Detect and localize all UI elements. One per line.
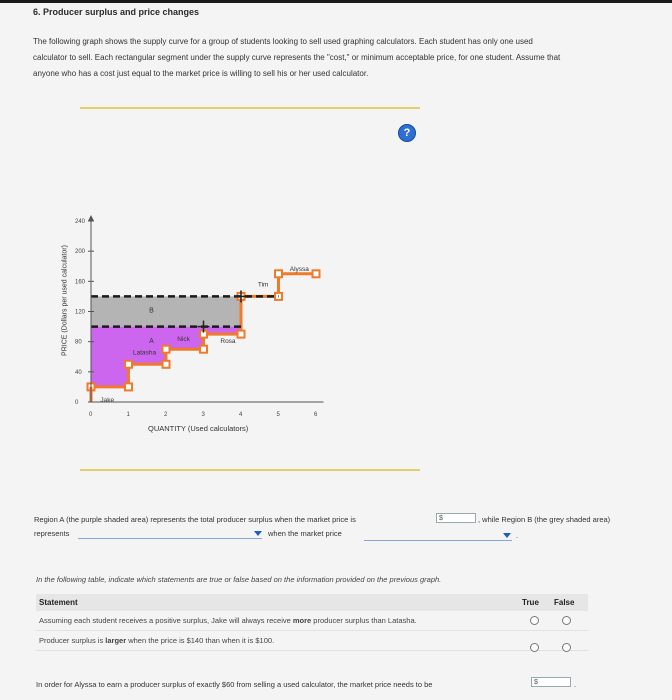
sentence1-end: . xyxy=(516,531,519,540)
table-instructions: In the following table, indicate which statements are true or false based on the information provided on the previous graph. xyxy=(36,575,442,584)
statements-table xyxy=(36,594,588,651)
table-header xyxy=(36,594,588,611)
final-question: In order for Alyssa to earn a producer surplus of exactly $60 from selling a used calculator, the market price needs to be xyxy=(36,680,433,689)
x-tick-label: 4 xyxy=(239,412,243,418)
true-radio-2[interactable] xyxy=(530,643,539,652)
y-axis-label: PRICE (Dollars per used calculator) xyxy=(61,245,69,356)
region-b-dropdown[interactable] xyxy=(78,530,262,539)
y-tick-label: 240 xyxy=(75,219,86,225)
statement-1: Assuming each student receives a positive surplus, Jake will always receive more producer surplus than Latasha. xyxy=(39,616,417,625)
sentence1-part1: Region A (the purple shaded area) represents the total producer surplus when the market price is xyxy=(34,515,356,524)
student-label: Nick xyxy=(177,336,190,344)
sentence1-part3: represents xyxy=(34,529,70,538)
intro-line-1: The following graph shows the supply curve for a group of students looking to sell used graphing calculators. Each student has only one used xyxy=(33,37,533,46)
region-a-segment xyxy=(129,327,167,365)
price-input-2[interactable]: $ xyxy=(531,677,571,687)
region-b-area xyxy=(91,296,241,326)
student-label: Tim xyxy=(257,281,269,289)
statement-2: Producer surplus is larger when the price is $140 than when it is $100. xyxy=(39,636,275,645)
y-tick-label: 40 xyxy=(75,369,82,376)
price-input-1[interactable]: $ xyxy=(436,513,476,523)
supply-point xyxy=(125,383,132,390)
header-statement: Statement xyxy=(39,598,78,607)
chevron-down-icon[interactable] xyxy=(254,531,262,536)
x-tick-label: 6 xyxy=(314,412,318,418)
intro-line-3: anyone who has a cost just equal to the market price is willing to sell his or her used calculator. xyxy=(33,69,369,78)
student-label: Rosa xyxy=(220,338,236,346)
intro-line-2: calculator to sell. Each rectangular segment under the supply curve represents the "cost," or minimum acceptable price, for one student. Assume that xyxy=(33,53,561,62)
supply-point xyxy=(275,270,282,277)
sentence1-part4: when the market price xyxy=(268,529,342,538)
market-price-dropdown[interactable] xyxy=(364,532,512,541)
y-tick-label: 200 xyxy=(75,249,86,256)
supply-point xyxy=(238,331,245,338)
y-axis-arrow xyxy=(88,215,94,221)
supply-point xyxy=(125,361,132,368)
x-tick-label: 1 xyxy=(126,412,130,418)
student-label: Jake xyxy=(100,396,115,404)
supply-point xyxy=(163,361,170,368)
x-tick-label: 2 xyxy=(164,412,168,418)
supply-point xyxy=(313,270,320,277)
y-tick-label: 0 xyxy=(75,400,79,406)
true-radio-1[interactable] xyxy=(530,616,539,625)
header-false: False xyxy=(554,598,575,607)
chevron-down-icon[interactable] xyxy=(503,533,511,538)
false-radio-1[interactable] xyxy=(562,616,571,625)
y-tick-label: 120 xyxy=(75,309,86,316)
student-label: Latasha xyxy=(133,349,157,357)
x-axis-label: QUANTITY (Used calculators) xyxy=(148,424,249,433)
final-end: . xyxy=(574,680,577,689)
x-tick-label: 5 xyxy=(276,412,280,418)
supply-point xyxy=(163,346,170,353)
region-b-label: B xyxy=(149,307,154,315)
header-true: True xyxy=(522,598,539,607)
x-tick-label: 3 xyxy=(201,412,205,418)
sentence1-part2: , while Region B (the grey shaded area) xyxy=(478,515,611,524)
help-button[interactable]: ? xyxy=(398,124,416,142)
y-tick-label: 160 xyxy=(75,279,86,286)
table-row xyxy=(36,611,588,631)
y-tick-label: 80 xyxy=(75,339,82,346)
student-label: Alyssa xyxy=(289,265,309,273)
question-title: 6. Producer surplus and price changes xyxy=(33,7,200,17)
x-tick-label: 0 xyxy=(89,412,93,418)
supply-point xyxy=(200,346,207,353)
table-row xyxy=(36,631,588,651)
region-a-label: A xyxy=(149,338,154,346)
false-radio-2[interactable] xyxy=(562,643,571,652)
graph-bottom-rule xyxy=(80,469,420,471)
region-a-segment xyxy=(91,327,129,387)
